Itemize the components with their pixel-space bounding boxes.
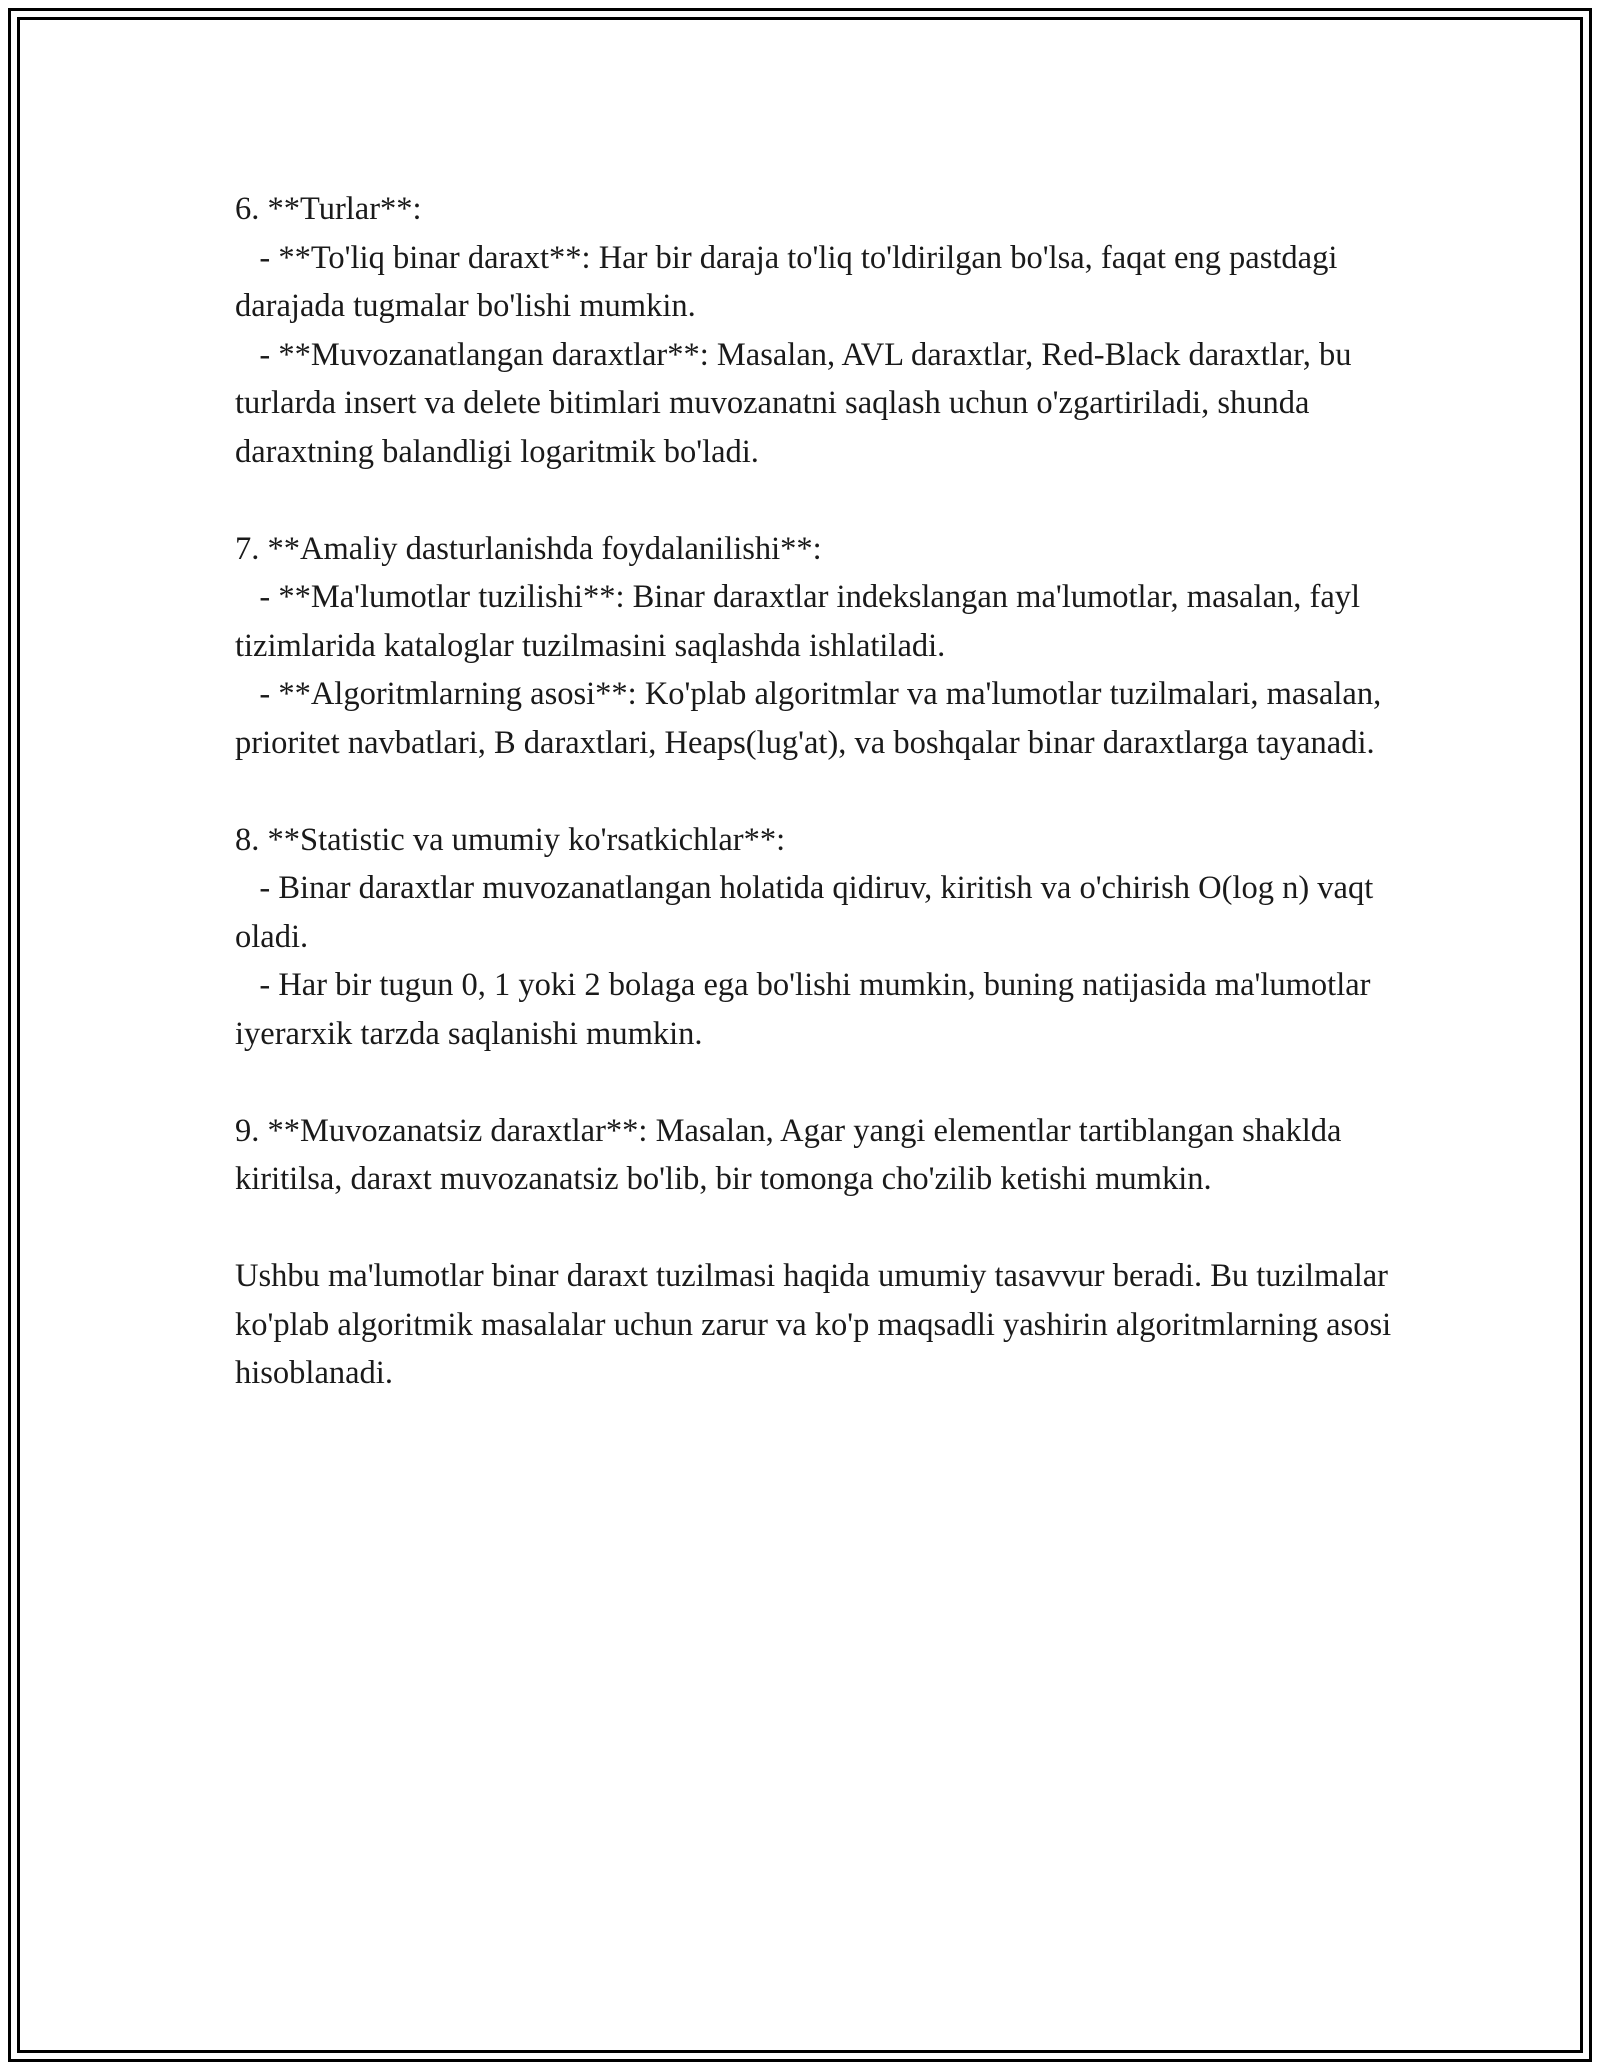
paragraph-gap — [235, 767, 1395, 816]
paragraph-gap — [235, 1204, 1395, 1253]
section-7-heading: 7. **Amaliy dasturlanishda foydalanilishi**: — [235, 530, 822, 567]
section-6-heading: 6. **Turlar**: — [235, 191, 422, 227]
section-9-text: 9. **Muvozanatsiz daraxtlar**: Masalan, Agar yangi elementlar tartiblangan shaklda kiritilsa, daraxt muvozanatsiz bo'lib, bir tomonga cho'zilib ketishi mumkin. — [235, 1112, 1350, 1197]
document-body — [235, 185, 1400, 1398]
section-8-item-children: - Har bir tugun 0, 1 yoki 2 bolaga ega bo'lishi mumkin, buning natijasida ma'lumotlar iyerarxik tarzda saqlanishi mumkin. — [235, 967, 1379, 1052]
section-9-unbalanced — [235, 1107, 1395, 1204]
section-8-statistics — [235, 816, 1395, 1059]
section-6-item-balanced-trees: - **Muvozanatlangan daraxtlar**: Masalan, AVL daraxtlar, Red-Black daraxtlar, bu turlarda insert va delete bitimlari muvozanatni saqlash uchun o'zgartiriladi, shunda daraxtning balandligi logaritmik bo'ladi. — [235, 336, 1360, 470]
paragraph-gap — [235, 1058, 1395, 1107]
conclusion-text: Ushbu ma'lumotlar binar daraxt tuzilmasi haqida umumiy tasavvur beradi. Bu tuzilmalar ko'plab algoritmik masalalar uchun zarur va ko'p maqsadli yashirin algoritmlarning asosi hisoblanadi. — [235, 1258, 1400, 1391]
section-6-types — [235, 185, 1395, 476]
section-7-item-algorithm-basis: - **Algoritmlarning asosi**: Ko'plab algoritmlar va ma'lumotlar tuzilmalari, masalan, prioritet navbatlari, B daraxtlari, Heaps(lug'at), va boshqalar binar daraxtlarga tayanadi. — [235, 676, 1390, 761]
paragraph-gap — [235, 476, 1395, 525]
section-7-item-data-structure: - **Ma'lumotlar tuzilishi**: Binar daraxtlar indekslangan ma'lumotlar, masalan, fayl tizimlarida kataloglar tuzilmasini saqlashda ishlatiladi. — [235, 579, 1369, 664]
section-8-heading: 8. **Statistic va umumiy ko'rsatkichlar**: — [235, 821, 786, 858]
section-8-item-complexity: - Binar daraxtlar muvozanatlangan holatida qidiruv, kiritish va o'chirish O(log n) vaqt oladi. — [235, 870, 1382, 955]
conclusion — [235, 1252, 1400, 1398]
section-7-practical-use — [235, 525, 1395, 768]
section-6-item-complete-tree: - **To'liq binar daraxt**: Har bir daraja to'liq to'ldirilgan bo'lsa, faqat eng pastdagi darajada tugmalar bo'lishi mumkin. — [235, 239, 1346, 324]
